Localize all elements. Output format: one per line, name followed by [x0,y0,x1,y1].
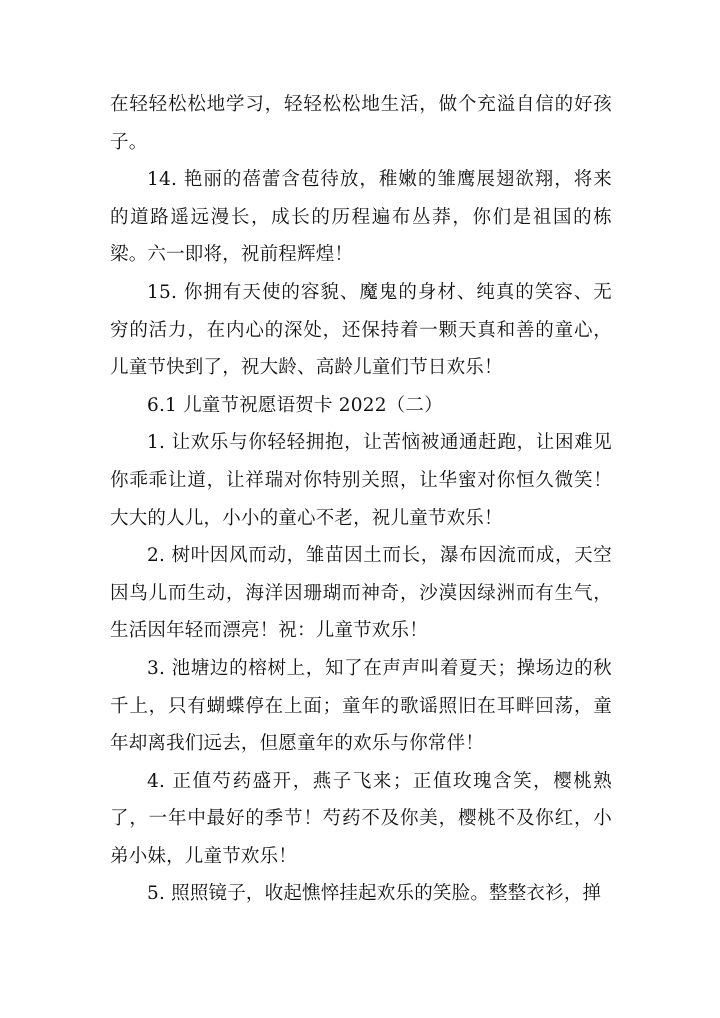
paragraph-continuation: 在轻轻松松地学习，轻轻松松地生活，做个充溢自信的好孩子。 [110,94,612,153]
paragraph-item-1: 1. 让欢乐与你轻轻拥抱，让苦恼被通通赶跑，让困难见你乖乖让道，让祥瑞对你特别关照，让华蜜对你恒久微笑！大大的人儿，小小的童心不老，祝儿童节欢乐！ [110,432,612,529]
paragraph-item-4: 4. 正值芍药盛开，燕子飞来；正值玫瑰含笑，樱桃熟了，一年中最好的季节！芍药不及你美，樱桃不及你红，小弟小妹，儿童节欢乐！ [110,770,612,867]
paragraph-item-2: 2. 树叶因风而动，雏苗因土而长，瀑布因流而成，天空因鸟儿而生动，海洋因珊瑚而神奇，沙漠因绿洲而有生气，生活因年轻而漂亮！祝：儿童节欢乐！ [110,545,612,642]
paragraph-item-5: 5. 照照镜子，收起憔悴挂起欢乐的笑脸。整整衣衫，掸 [147,883,602,905]
document-body [110,86,612,913]
paragraph-item-3: 3. 池塘边的榕树上，知了在声声叫着夏天；操场边的秋千上，只有蝴蝶停在上面；童年的歌谣照旧在耳畔回荡，童年却离我们远去，但愿童年的欢乐与你常伴！ [110,657,612,755]
paragraph-item-15: 15. 你拥有天使的容貌、魔鬼的身材、纯真的笑容、无穷的活力，在内心的深处，还保持着一颗天真和善的童心，儿童节快到了，祝大龄、高龄儿童们节日欢乐！ [110,281,612,379]
paragraph-item-14: 14. 艳丽的蓓蕾含苞待放，稚嫩的雏鹰展翅欲翔，将来的道路遥远漫长，成长的历程遍布丛莽，你们是祖国的栋梁。六一即将，祝前程辉煌！ [110,169,612,266]
section-heading: 6.1 儿童节祝愿语贺卡 2022（二） [147,394,443,416]
